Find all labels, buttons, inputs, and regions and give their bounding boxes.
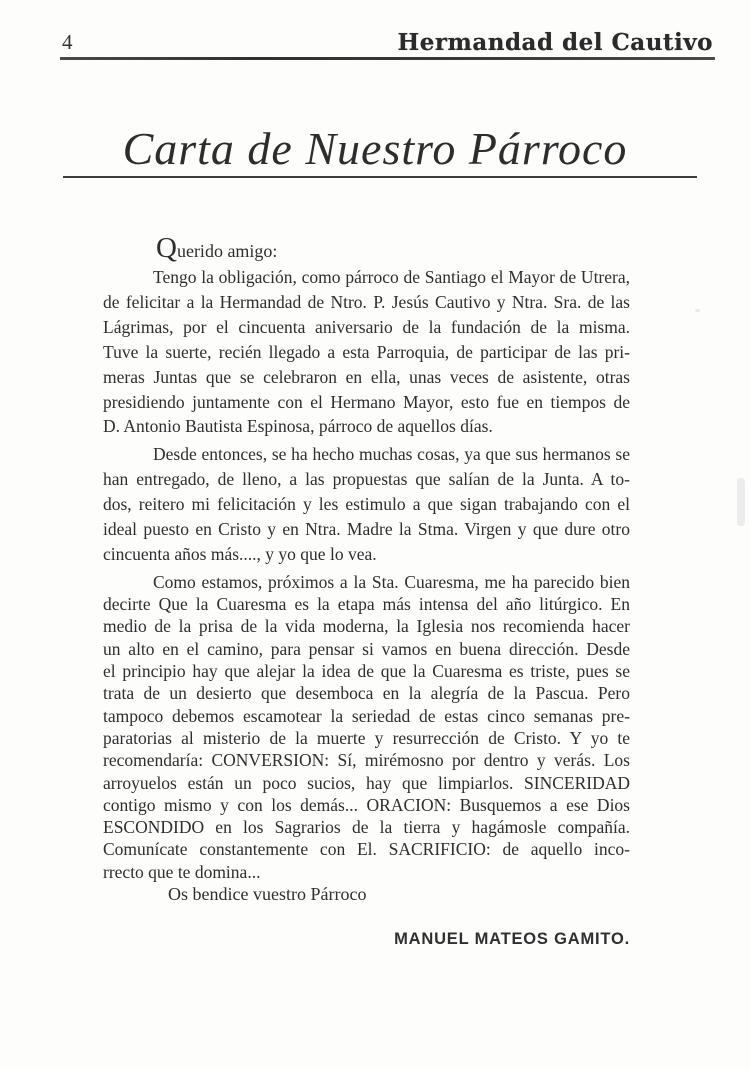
letter-line: presidiendo juntamente con el Hermano Mayor, esto fue en tiempos de	[103, 391, 630, 412]
letter-line: Desde entonces, se ha hecho muchas cosas, ya que sus hermanos se	[153, 444, 630, 465]
letter-line: Como estamos, próximos a la Sta. Cuaresma, me ha parecido bien	[153, 571, 630, 592]
letter-line: el principio hay que alejar la idea de que la Cuaresma es triste, pues se	[103, 661, 630, 682]
letter-line: Tengo la obligación, como párroco de Santiago el Mayor de Utrera,	[153, 267, 630, 287]
letter-line: trata de un desierto que desemboca en la alegría de la Pascua. Pero	[103, 683, 630, 704]
letter-line: contigo mismo y con los demás... ORACION: Busquemos a ese Dios	[103, 794, 630, 815]
letter-line: ideal puesto en Cristo y en Ntra. Madre la Stma. Virgen y que dure otro	[103, 519, 630, 540]
header-rule	[60, 57, 715, 60]
salutation-initial: Q	[156, 232, 177, 264]
letter-line: ESCONDIDO en los Sagrarios de la tierra y hagámosle compañía.	[103, 817, 630, 838]
letter-line: Tuve la suerte, recién llegado a esta Parroquia, de participar de las pri-	[103, 341, 630, 362]
letter-line: arroyuelos están un poco sucios, hay que limpiarlos. SINCERIDAD	[103, 772, 630, 793]
letter-line: dos, reitero mi felicitación y les estimulo a que sigan trabajando con el	[103, 494, 630, 515]
letter-line: tampoco debemos escamotear la seriedad de estas cinco semanas pre-	[103, 705, 630, 726]
salutation	[156, 233, 277, 266]
letter-line: rrecto que te domina...	[103, 861, 261, 882]
letter-line: Comunícate constantemente con El. SACRIFICIO: de aquello inco-	[103, 839, 630, 860]
closing-line: Os bendice vuestro Párroco	[168, 884, 367, 904]
signature-name: MANUEL MATEOS GAMITO.	[394, 930, 630, 948]
paragraph	[103, 442, 630, 567]
letter-line: D. Antonio Bautista Espinosa, párroco de aquellos días.	[103, 416, 493, 437]
letter-line: de felicitar a la Hermandad de Ntro. P. Jesús Cautivo y Ntra. Sra. de las	[103, 291, 630, 312]
scan-speck	[695, 309, 700, 312]
article-title: Carta de Nuestro Párroco	[122, 123, 628, 174]
letter-body	[103, 265, 630, 883]
salutation-rest: uerido amigo:	[176, 241, 278, 261]
letter-line: cincuenta años más...., y yo que lo vea.	[103, 543, 377, 564]
letter-line: medio de la prisa de la vida moderna, la Iglesia nos recomienda hacer	[103, 616, 630, 637]
page-number: 4	[62, 30, 73, 54]
letter-line: han entregado, de lleno, a las propuestas que salían de la Junta. A to-	[103, 469, 630, 490]
letter-line: meras Juntas que se celebraron en ella, unas veces de asistente, otras	[103, 366, 630, 387]
scan-smudge	[737, 478, 745, 526]
paragraph	[103, 571, 630, 883]
title-underline	[63, 176, 697, 178]
letter-line: paratorias al misterio de la muerte y resurrección de Cristo. Y yo te	[103, 727, 630, 748]
letter-line: recomendaría: CONVERSION: Sí, mirémosno por dentro y verás. Los	[103, 750, 630, 771]
letter-line: decirte Que la Cuaresma es la etapa más intensa del año litúrgico. En	[103, 594, 630, 615]
paragraph	[103, 265, 630, 439]
letter-line: un alto en el camino, para pensar si vamos en buena dirección. Desde	[103, 638, 630, 659]
publication-title: Hermandad del Cautivo	[397, 29, 713, 56]
letter-line: Lágrimas, por el cincuenta aniversario de la fundación de la misma.	[103, 316, 630, 337]
